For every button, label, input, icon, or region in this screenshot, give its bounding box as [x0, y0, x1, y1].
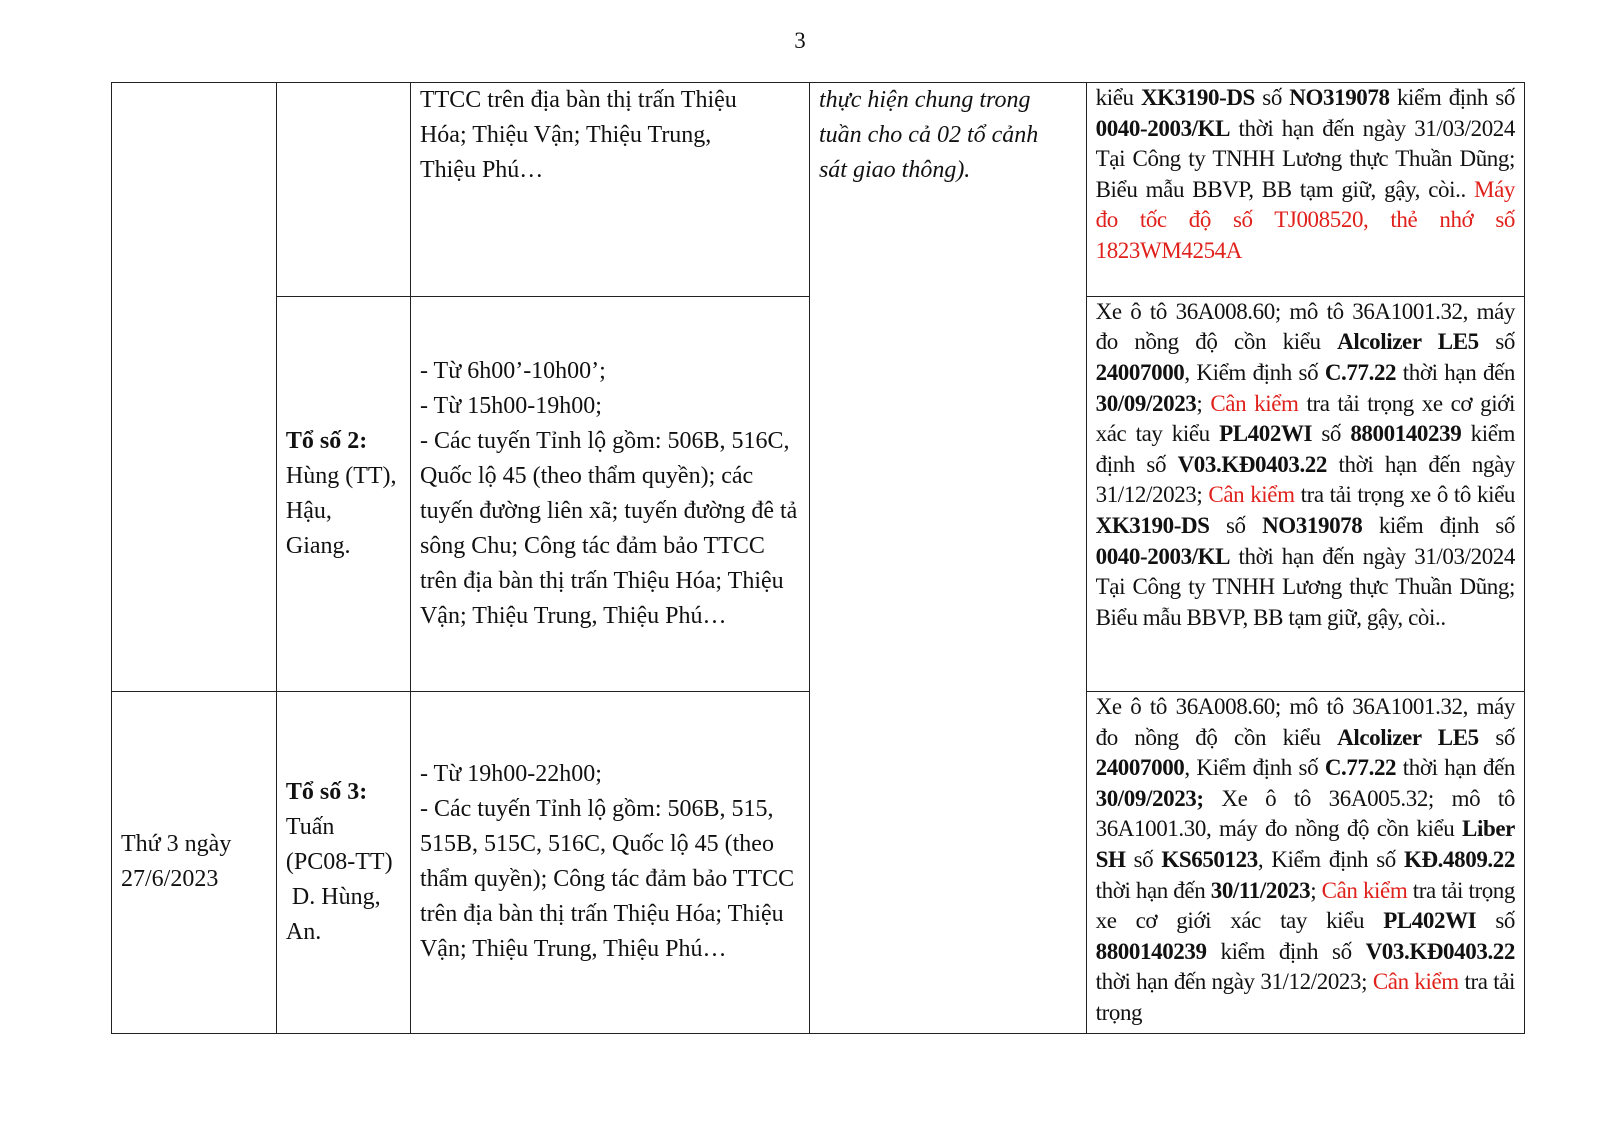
- team-title: Tổ số 2:: [285, 427, 368, 454]
- team-title: Tổ số 3:: [285, 778, 368, 805]
- text-segment: số: [1478, 329, 1515, 355]
- task-line: - Từ 19h00-22h00;: [419, 761, 602, 788]
- task-cell: [410, 691, 809, 1033]
- team-member: Giang.: [285, 532, 351, 559]
- note-line: tuần cho cả 02 tổ cảnh: [818, 122, 1039, 148]
- bold-text: NO319078: [1262, 512, 1363, 538]
- text-segment: kiểm định số: [1389, 85, 1515, 110]
- text-segment: Xe ô tô 36A005.32; mô tô 36A1001.30, máy đo nồng độ cồn kiểu: [1095, 785, 1515, 842]
- highlight-text: Cân kiểm: [1372, 969, 1459, 995]
- text-segment: ;: [1310, 877, 1322, 903]
- bold-text: V03.KĐ0403.22: [1365, 938, 1515, 964]
- bold-text: C.77.22: [1324, 359, 1397, 385]
- text-segment: kiểm định số: [1095, 421, 1515, 477]
- table-row: [112, 83, 1525, 297]
- note-line: thực hiện chung trong: [818, 87, 1031, 113]
- highlight-text: Cân kiểm: [1210, 390, 1299, 416]
- text-segment: Xe ô tô 36A008.60; mô tô 36A1001.32, máy đo nồng độ cồn kiểu: [1095, 298, 1515, 355]
- text-segment: thời hạn đến ngày 31/03/2024 Tại Công ty TNHH Lương thực Thuần Dũng; Biểu mẫu BBVP, BB tạm giữ, gậy, còi..: [1095, 543, 1515, 630]
- team-cell: [276, 296, 410, 691]
- highlight-text: Cân kiểm: [1208, 482, 1295, 508]
- text-segment: số: [1209, 512, 1263, 538]
- text-segment: số: [1254, 85, 1290, 110]
- bold-text: PL402WI: [1219, 421, 1313, 447]
- team-member: Hùng (TT),: [285, 462, 397, 489]
- text-segment: Xe ô tô 36A008.60; mô tô 36A1001.32, máy đo nồng độ cồn kiểu: [1095, 693, 1515, 750]
- text-segment: , Kiểm định số: [1184, 755, 1325, 781]
- equipment-cell: [1086, 691, 1524, 1033]
- team-member: Hậu,: [285, 497, 332, 524]
- bold-text: 30/09/2023;: [1095, 785, 1204, 811]
- text-segment: , Kiểm định số: [1184, 359, 1325, 385]
- text-segment: thời hạn đến ngày 31/03/2024 Tại Công ty TNHH Lương thực Thuần Dũng; Biểu mẫu BBVP, BB tạm giữ, gậy, còi..: [1095, 115, 1515, 202]
- task-cell: [410, 83, 809, 297]
- text-segment: thời hạn đến ngày 31/12/2023;: [1095, 969, 1373, 995]
- text-segment: số: [1476, 908, 1515, 934]
- team-cell-empty: [276, 83, 410, 297]
- note-line: sát giao thông).: [818, 157, 971, 183]
- bold-text: NO319078: [1289, 85, 1390, 110]
- bold-text: 0040-2003/KL: [1095, 543, 1231, 569]
- text-segment: tra tải trọng: [1095, 969, 1515, 1025]
- text-segment: thời hạn đến ngày 31/12/2023;: [1095, 451, 1515, 508]
- task-line: - Từ 15h00-19h00;: [419, 392, 602, 419]
- day-cell: Thứ 3 ngày 27/6/2023: [112, 691, 277, 1033]
- highlight-text: Cân kiểm: [1321, 877, 1408, 903]
- bold-text: KS650123: [1161, 846, 1258, 872]
- bold-text: 24007000: [1095, 359, 1185, 385]
- text-segment: số: [1478, 724, 1515, 750]
- bold-text: KĐ.4809.22: [1403, 846, 1515, 872]
- task-line: - Các tuyến Tỉnh lộ gồm: 506B, 515, 515B, 515C, 516C, Quốc lộ 45 (theo thẩm quyền); Công tác đảm bảo TTCC trên địa bàn thị trấn Thiệu Hóa; Thiệu Vận; Thiệu Trung, Thiệu Phú…: [419, 796, 795, 963]
- bold-text: 30/11/2023: [1210, 877, 1311, 903]
- note-cell: [809, 83, 1086, 1034]
- text-segment: ;: [1196, 390, 1211, 416]
- bold-text: V03.KĐ0403.22: [1177, 451, 1327, 477]
- bold-text: Alcolizer LE5: [1337, 329, 1479, 355]
- equipment-cell: [1086, 296, 1524, 691]
- text-segment: kiểm định số: [1206, 938, 1366, 964]
- task-line: Thiệu Phú…: [419, 157, 544, 183]
- text-segment: , Kiểm định số: [1257, 846, 1404, 872]
- task-line: TTCC trên địa bàn thị trấn Thiệu: [419, 87, 737, 113]
- text-segment: số: [1125, 846, 1162, 872]
- bold-text: 8800140239: [1095, 938, 1207, 964]
- bold-text: 24007000: [1095, 755, 1185, 781]
- schedule-table: [111, 82, 1525, 1034]
- bold-text: C.77.22: [1324, 755, 1397, 781]
- bold-text: 8800140239: [1350, 421, 1462, 447]
- team-member: Tuấn: [285, 813, 335, 840]
- text-segment: số: [1312, 421, 1351, 447]
- text-segment: thời hạn đến: [1396, 755, 1515, 781]
- text-segment: tra tải trọng xe cơ giới xác tay kiểu: [1095, 390, 1515, 447]
- text-segment: thời hạn đến: [1095, 877, 1211, 903]
- page-number: 3: [794, 28, 806, 53]
- text-segment: tra tải trọng xe ô tô kiểu: [1294, 482, 1516, 508]
- text-segment: kiểu: [1095, 85, 1141, 110]
- bold-text: 30/09/2023: [1095, 390, 1197, 416]
- bold-text: PL402WI: [1383, 908, 1477, 934]
- text-segment: kiểm định số: [1362, 512, 1515, 538]
- bold-text: 0040-2003/KL: [1095, 115, 1231, 141]
- team-member: D. Hùng,: [285, 883, 381, 910]
- bold-text: XK3190-DS: [1140, 85, 1255, 110]
- task-line: - Từ 6h00’-10h00’;: [419, 357, 606, 384]
- task-cell: [410, 296, 809, 691]
- highlight-text: Máy đo tốc độ số TJ008520, thẻ nhớ số 1823WM4254A: [1095, 176, 1515, 263]
- bold-text: XK3190-DS: [1095, 512, 1210, 538]
- task-line: Hóa; Thiệu Vận; Thiệu Trung,: [419, 122, 712, 148]
- team-member: (PC08-TT): [285, 848, 393, 875]
- day-cell-empty: [112, 83, 277, 692]
- equipment-cell: [1086, 83, 1524, 297]
- text-segment: thời hạn đến: [1396, 359, 1515, 385]
- task-line: - Các tuyến Tỉnh lộ gồm: 506B, 516C, Quốc lộ 45 (theo thẩm quyền); các tuyến đường liên xã; tuyến đường đê tả sông Chu; Công tác đảm bảo TTCC trên địa bàn thị trấn Thiệu Hóa; Thiệu Vận; Thiệu Trung, Thiệu Phú…: [419, 427, 798, 629]
- team-member: An.: [285, 918, 322, 945]
- bold-text: Alcolizer LE5: [1337, 724, 1479, 750]
- bold-text: Liber SH: [1095, 816, 1515, 872]
- text-segment: tra tải trọng xe cơ giới xác tay kiểu: [1095, 877, 1516, 934]
- team-cell: [276, 691, 410, 1033]
